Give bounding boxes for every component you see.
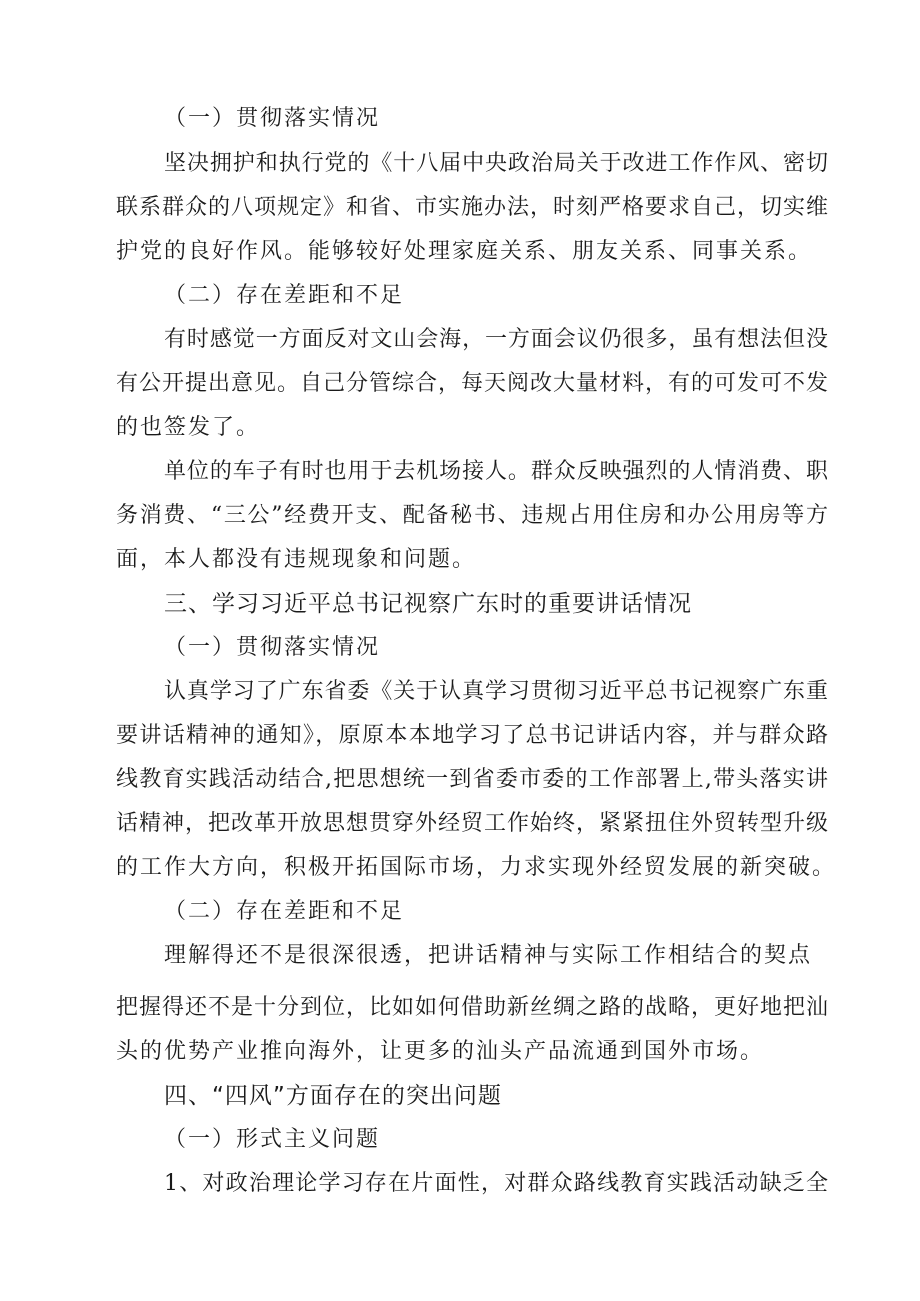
paragraph-line: 的也签发了。 bbox=[116, 415, 261, 440]
paragraph-line: 的工作大方向，积极开拓国际市场，力求实现外经贸发展的新突破。 bbox=[116, 855, 837, 880]
paragraph-line: 认真学习了广东省委《关于认真学习贯彻习近平总书记视察广东重 bbox=[164, 679, 828, 704]
paragraph-line: 务消费、“三公”经费开支、配备秘书、违规占用住房和办公用房等方 bbox=[116, 503, 828, 528]
paragraph-line: 有公开提出意见。自己分管综合，每天阅改大量材料，有的可发可不发 bbox=[116, 371, 828, 396]
paragraph-line: 有时感觉一方面反对文山会海，一方面会议仍很多，虽有想法但没 bbox=[164, 327, 828, 352]
subsection-title: （一）贯彻落实情况 bbox=[164, 106, 381, 131]
subsection-title: （二）存在差距和不足 bbox=[164, 899, 405, 924]
subsection-title: （二）存在差距和不足 bbox=[164, 283, 405, 308]
paragraph-line: 联系群众的八项规定》和省、市实施办法，时刻严格要求自己，切实维 bbox=[116, 195, 828, 220]
section-heading: 三、学习习近平总书记视察广东时的重要讲话情况 bbox=[164, 591, 692, 617]
paragraph-line: 单位的车子有时也用于去机场接人。群众反映强烈的人情消费、职 bbox=[164, 459, 828, 484]
paragraph-line: 把握得还不是十分到位，比如如何借助新丝绸之路的战略，更好地把汕 bbox=[116, 995, 828, 1020]
paragraph-line: 1、对政治理论学习存在片面性，对群众路线教育实践活动缺乏全 bbox=[164, 1171, 828, 1196]
paragraph-line: 护党的良好作风。能够较好处理家庭关系、朋友关系、同事关系。 bbox=[116, 239, 813, 264]
paragraph-line: 头的优势产业推向海外，让更多的汕头产品流通到国外市场。 bbox=[116, 1039, 765, 1064]
subsection-title: （一）形式主义问题 bbox=[164, 1127, 381, 1152]
subsection-title: （一）贯彻落实情况 bbox=[164, 635, 381, 660]
section-heading: 四、“四风”方面存在的突出问题 bbox=[164, 1083, 502, 1109]
paragraph-line: 理解得还不是很深很透，把讲话精神与实际工作相结合的契点 bbox=[164, 943, 813, 968]
paragraph-line: 面，本人都没有违规现象和问题。 bbox=[116, 547, 477, 572]
paragraph-line: 话精神，把改革开放思想贯穿外经贸工作始终，紧紧扭住外贸转型升级 bbox=[116, 811, 828, 836]
paragraph-line: 要讲话精神的通知》，原原本本地学习了总书记讲话内容，并与群众路 bbox=[116, 723, 828, 748]
paragraph-line: 坚决拥护和执行党的《十八届中央政治局关于改进工作作风、密切 bbox=[164, 151, 828, 176]
paragraph-line: 线教育实践活动结合,把思想统一到省委市委的工作部署上,带头落实讲 bbox=[116, 767, 828, 792]
